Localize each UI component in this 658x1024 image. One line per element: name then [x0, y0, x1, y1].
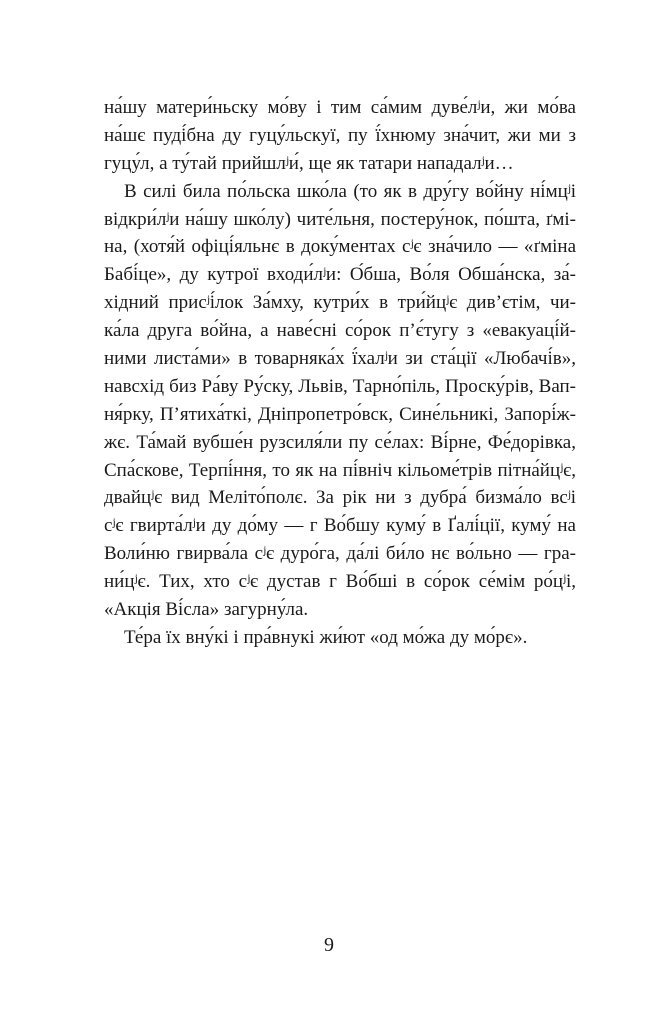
- text-line: сʲє гвирта́лʲи ду до́му — г Во́бшу куму́ в Ґалі́ції, куму́ на: [104, 515, 576, 537]
- body-text: [104, 94, 576, 652]
- text-line: навсхід биз Ра́ву Ру́ску, Львів, Тарно́піль, Проску́рів, Вап-: [104, 375, 576, 397]
- text-line: гуцу́л, а ту́тай прийшлʲи́, ще як татари нападалʲи…: [104, 152, 514, 174]
- text-line: ними листа́ми» в товарняка́х ї́халʲи зи ста́ції «Любачі́в»,: [104, 348, 576, 370]
- text-line: на́шє пуді́бна ду гуцу́льскуї, пу ї́хнюму зна́чит, жи ми з: [104, 124, 576, 146]
- text-line: на, (хотя́й офіці́яльнє в доку́ментах сʲє зна́чило — «ґміна: [104, 236, 576, 258]
- text-line: Те́ра їх вну́кі і пра́внукі жи́ют «од мо́жа ду мо́рє».: [124, 626, 528, 648]
- text-line: на́шу матери́ньску мо́ву і тим са́мим дуве́лʲи, жи мо́ва: [104, 97, 576, 118]
- text-line: ка́ла друга во́йна, а наве́сні со́рок п’є́тугу з «евакуаці́й-: [104, 320, 576, 342]
- text-line: Воли́ню гвирва́ла сʲє дуро́га, да́лі би́ло нє во́льно — гра-: [104, 543, 576, 565]
- text-line: «Акція Ві́сла» загурну́ла.: [104, 599, 309, 621]
- text-line: хідний присʲі́лок За́мху, кутри́х в три́йцʲє див’єтім, чи-: [104, 292, 576, 314]
- text-line: Спа́скове, Терпі́ння, то як на пі́вніч кільоме́трів пітна́йцʲє,: [104, 459, 576, 481]
- text-line: Бабі́це», ду кутрої входи́лʲи: О́бша, Во́ля Обша́нска, за́-: [104, 264, 576, 286]
- text-line: ни́цʲє. Тих, хто сʲє дустав г Во́бші в со́рок се́мім ро́цʲі,: [104, 571, 576, 593]
- text-line: двайцʲє вид Меліто́полє. За рік ни з дубра́ бизма́ло всʲі: [104, 487, 576, 509]
- text-line: В силі била по́льска шко́ла (то як в дру́гу во́йну ні́мцʲі: [124, 180, 576, 202]
- page-number: 9: [324, 934, 334, 956]
- text-line: ня́рку, П’ятиха́ткі, Дніпропетро́вск, Сине́льникі, Запорі́ж-: [104, 403, 576, 425]
- text-line: відкри́лʲи на́шу шко́лу) чите́льня, постеру́нок, по́шта, ґмі-: [104, 208, 576, 230]
- text-line: жє. Та́май вубше́н рузсиля́ли пу се́лах: Ві́рне, Фе́дорівка,: [104, 431, 576, 453]
